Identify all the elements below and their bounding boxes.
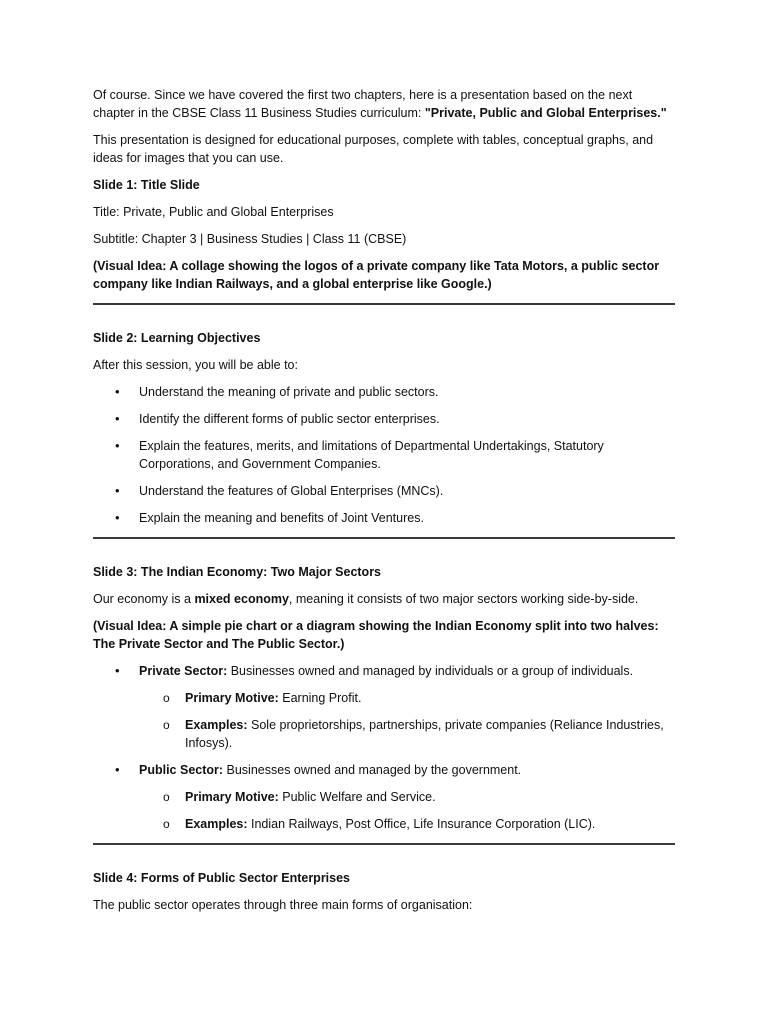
section-divider (93, 303, 675, 305)
intro-text: Our economy is a (93, 592, 195, 606)
list-item: • Understand the meaning of private and public sectors. (93, 383, 675, 401)
public-sector-label: Public Sector: (139, 763, 224, 777)
private-sector-text: Businesses owned and managed by individuals or a group of individuals. (227, 664, 634, 678)
private-sector-sublist (139, 689, 675, 752)
slide-3-visual-idea: (Visual Idea: A simple pie chart or a diagram showing the Indian Economy split into two halves: The Private Sector and The Public Sector.) (93, 619, 659, 651)
motive-label: Primary Motive: (185, 790, 279, 804)
mixed-economy-term: mixed economy (194, 592, 289, 606)
intro-paragraph-1 (93, 86, 675, 122)
list-item: • Identify the different forms of public sector enterprises. (93, 410, 675, 428)
list-item: • Understand the features of Global Enterprises (MNCs). (93, 482, 675, 500)
list-item (139, 788, 675, 806)
list-item (139, 815, 675, 833)
public-sector-item (93, 761, 675, 833)
examples-label: Examples: (185, 718, 248, 732)
section-divider (93, 843, 675, 845)
section-divider (93, 537, 675, 539)
slide-2-heading: Slide 2: Learning Objectives (93, 331, 261, 345)
slide-4-intro: The public sector operates through three main forms of organisation: (93, 898, 473, 912)
objectives-list (93, 383, 675, 527)
slide-4-heading: Slide 4: Forms of Public Sector Enterprises (93, 871, 351, 885)
slide-1-heading: Slide 1: Title Slide (93, 178, 200, 192)
private-sector-label: Private Sector: (139, 664, 228, 678)
public-sector-text: Businesses owned and managed by the government. (223, 763, 522, 777)
chapter-name: "Private, Public and Global Enterprises." (424, 106, 667, 120)
list-item: • Explain the meaning and benefits of Joint Ventures. (93, 509, 675, 527)
slide-2-intro: After this session, you will be able to: (93, 358, 298, 372)
intro-paragraph-2: This presentation is designed for educational purposes, complete with tables, conceptual graphs, and ideas for images that you can use. (93, 133, 654, 165)
slide-3-intro (93, 590, 675, 608)
slide-1-subtitle-line: Subtitle: Chapter 3 | Business Studies | Class 11 (CBSE) (93, 232, 407, 246)
examples-text: Indian Railways, Post Office, Life Insurance Corporation (LIC). (247, 817, 596, 831)
examples-text: Sole proprietorships, partnerships, private companies (Reliance Industries, Infosys). (185, 718, 664, 750)
slide-3-heading: Slide 3: The Indian Economy: Two Major Sectors (93, 565, 382, 579)
intro-text: , meaning it consists of two major sectors working side-by-side. (288, 592, 639, 606)
slide-1-title-line: Title: Private, Public and Global Enterprises (93, 205, 334, 219)
motive-text: Earning Profit. (278, 691, 362, 705)
intro-text: Of course. Since we have covered the first two chapters, here is a presentation based on the next chapter in the CBSE Class 11 Business Studies curriculum: (93, 88, 633, 120)
slide-1-visual-idea: (Visual Idea: A collage showing the logos of a private company like Tata Motors, a public sector company like Indian Railways, and a global enterprise like Google.) (93, 259, 660, 291)
motive-text: Public Welfare and Service. (278, 790, 436, 804)
list-item (139, 716, 675, 752)
examples-label: Examples: (185, 817, 248, 831)
list-item: • Explain the features, merits, and limitations of Departmental Undertakings, Statutory Corporations, and Government Companies. (93, 437, 675, 473)
private-sector-item (93, 662, 675, 752)
sectors-list (93, 662, 675, 833)
motive-label: Primary Motive: (185, 691, 279, 705)
public-sector-sublist (139, 788, 675, 833)
list-item (139, 689, 675, 707)
